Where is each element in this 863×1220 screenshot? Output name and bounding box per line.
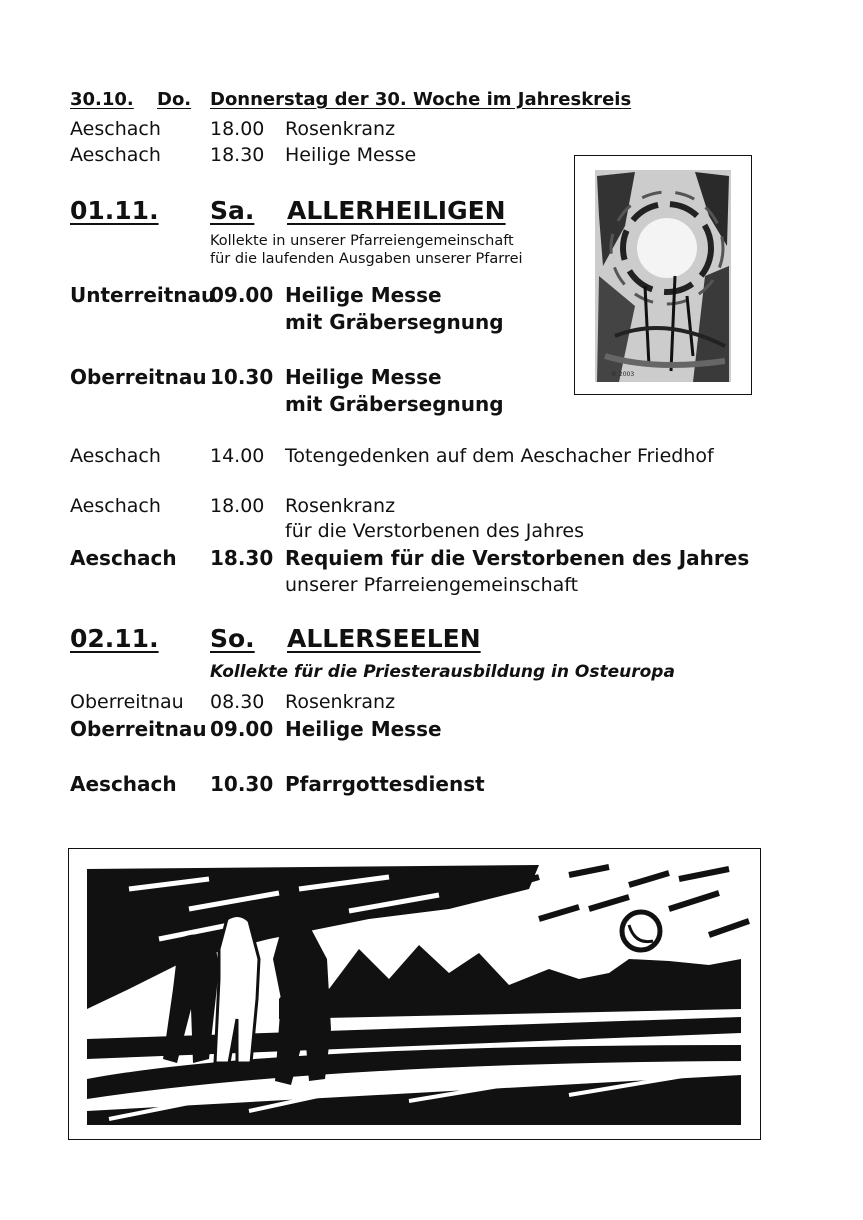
event-time: 08.30 bbox=[210, 691, 265, 713]
event-place: Aeschach bbox=[70, 118, 161, 140]
event-desc: Pfarrgottesdienst bbox=[285, 772, 485, 796]
event-desc2: unserer Pfarreiengemeinschaft bbox=[285, 574, 579, 596]
event-place: Aeschach bbox=[70, 772, 177, 796]
event-place: Aeschach bbox=[70, 144, 161, 166]
event-place: Aeschach bbox=[70, 546, 177, 570]
event-desc: Heilige Messe bbox=[285, 144, 417, 166]
event-place: Unterreitnau bbox=[70, 283, 216, 307]
allerheiligen-artwork bbox=[574, 155, 752, 395]
event-desc: Rosenkranz bbox=[285, 495, 396, 517]
day1-date: 30.10. bbox=[70, 89, 134, 110]
day2-note-line2: für die laufenden Ausgaben unserer Pfarrei bbox=[210, 251, 523, 267]
day2-weekday: Sa. bbox=[210, 196, 255, 225]
day2-date: 01.11. bbox=[70, 196, 159, 225]
event-time: 10.30 bbox=[210, 772, 274, 796]
day3-weekday: So. bbox=[210, 624, 255, 653]
event-place: Oberreitnau bbox=[70, 691, 184, 713]
event-time: 09.00 bbox=[210, 717, 274, 741]
day1-title: Donnerstag der 30. Woche im Jahreskreis bbox=[210, 89, 632, 110]
event-time: 10.30 bbox=[210, 365, 274, 389]
event-time: 14.00 bbox=[210, 445, 265, 467]
day3-title: ALLERSEELEN bbox=[287, 624, 481, 653]
event-desc: Heilige Messe bbox=[285, 283, 442, 307]
event-time: 18.30 bbox=[210, 546, 274, 570]
event-place: Aeschach bbox=[70, 495, 161, 517]
event-desc: Heilige Messe bbox=[285, 717, 442, 741]
day3-note: Kollekte für die Priesterausbildung in Osteuropa bbox=[210, 662, 675, 682]
event-time: 18.30 bbox=[210, 144, 265, 166]
ink-painting-image bbox=[575, 156, 751, 394]
event-desc: Heilige Messe bbox=[285, 365, 442, 389]
event-desc2: für die Verstorbenen des Jahres bbox=[285, 520, 584, 542]
event-desc: Rosenkranz bbox=[285, 118, 396, 140]
event-desc2: mit Gräbersegnung bbox=[285, 392, 504, 416]
event-desc2: mit Gräbersegnung bbox=[285, 310, 504, 334]
day1-weekday: Do. bbox=[157, 89, 192, 110]
event-desc: Requiem für die Verstorbenen des Jahres bbox=[285, 546, 750, 570]
day2-title: ALLERHEILIGEN bbox=[287, 196, 506, 225]
day3-date: 02.11. bbox=[70, 624, 159, 653]
event-place: Oberreitnau bbox=[70, 365, 207, 389]
day2-note-line1: Kollekte in unserer Pfarreiengemeinschaft bbox=[210, 233, 514, 249]
event-desc: Totengedenken auf dem Aeschacher Friedhof bbox=[285, 445, 714, 467]
event-time: 09.00 bbox=[210, 283, 274, 307]
event-desc: Rosenkranz bbox=[285, 691, 396, 713]
event-place: Aeschach bbox=[70, 445, 161, 467]
allerseelen-woodcut bbox=[68, 848, 761, 1140]
event-time: 18.00 bbox=[210, 118, 265, 140]
woodcut-image bbox=[69, 849, 760, 1139]
event-time: 18.00 bbox=[210, 495, 265, 517]
svg-text:© 2003: © 2003 bbox=[611, 371, 635, 378]
event-place: Oberreitnau bbox=[70, 717, 207, 741]
